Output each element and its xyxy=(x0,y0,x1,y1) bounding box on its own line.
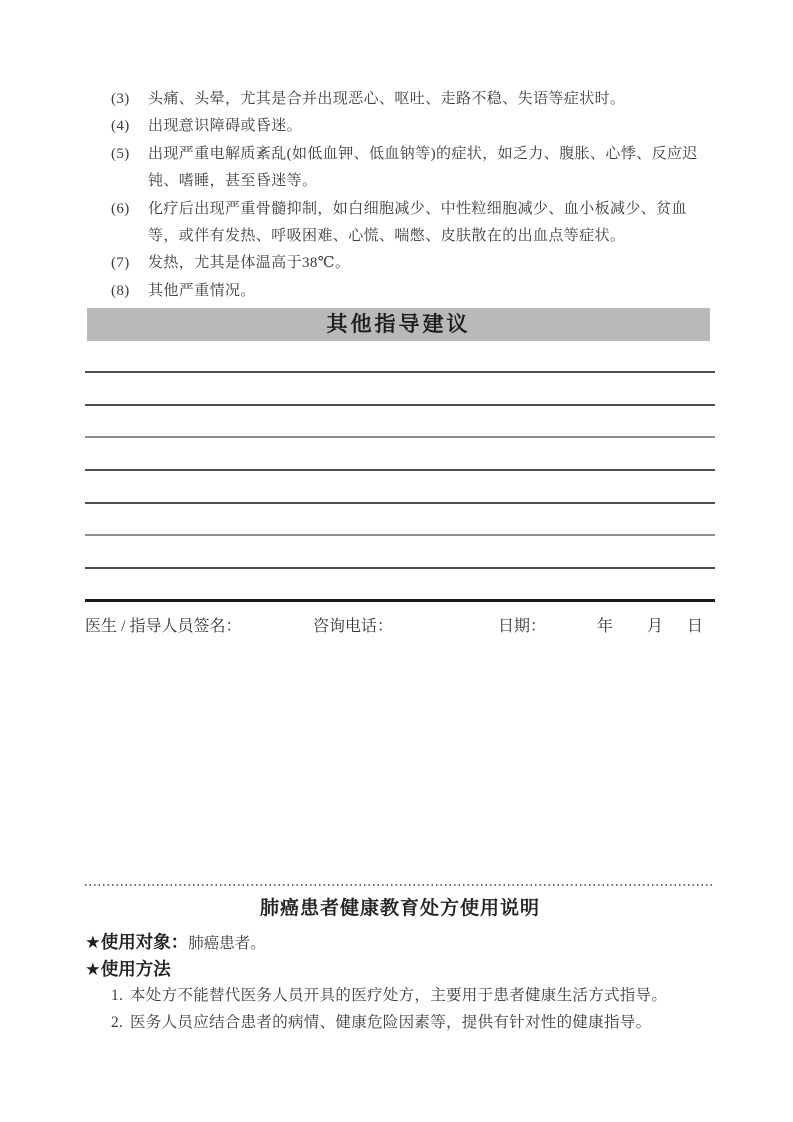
writing-line xyxy=(85,502,715,504)
star-icon: ★ xyxy=(85,932,101,952)
warning-item xyxy=(85,278,715,305)
doctor-signature-label: 医生 / 指导人员签名： xyxy=(85,618,242,635)
year-label: 年 xyxy=(597,618,614,635)
writing-line xyxy=(85,371,715,373)
writing-line xyxy=(85,567,715,569)
usage-method-list xyxy=(85,982,715,1036)
method-item-marker: 1. xyxy=(111,987,124,1004)
warning-item-text: 发热，尤其是体温高于38℃。 xyxy=(148,255,351,272)
page-content xyxy=(85,0,715,1122)
signature-separator-rule xyxy=(85,599,715,602)
writing-line xyxy=(85,534,715,536)
signature-row xyxy=(85,613,715,639)
warning-item-marker: (5) xyxy=(111,145,130,162)
section-banner xyxy=(87,308,710,341)
usage-method-label: 使用方法 xyxy=(100,959,171,979)
warning-item-marker: (3) xyxy=(111,91,130,107)
phone-label: 咨询电话： xyxy=(313,618,394,635)
writing-line xyxy=(85,469,715,471)
warning-item-marker: (7) xyxy=(111,255,130,272)
usage-section-title: 肺癌患者健康教育处方使用说明 xyxy=(259,898,540,919)
section-banner-title: 其他指导建议 xyxy=(326,313,471,336)
month-label: 月 xyxy=(647,618,664,635)
usage-target-label: 使用对象： xyxy=(100,932,189,952)
warning-item-text: 化疗后出现严重骨髓抑制，如白细胞减少、中性粒细胞减少、血小板减少、贫血等，或伴有发热、呼吸困难、心慌、喘憋、皮肤散在的出血点等症状。 xyxy=(148,200,688,245)
usage-target-line xyxy=(85,929,715,954)
method-item-text: 本处方不能替代医务人员开具的医疗处方，主要用于患者健康生活方式指导。 xyxy=(130,987,668,1004)
warning-item-text: 出现严重电解质紊乱(如低血钾、低血钠等)的症状，如乏力、腹胀、心悸、反应迟钝、嗜睡，甚至昏迷等。 xyxy=(148,145,698,190)
warning-item-text: 出现意识障碍或昏迷。 xyxy=(148,118,303,135)
warning-item xyxy=(85,250,715,277)
method-item-text: 医务人员应结合患者的病情、健康危险因素等，提供有针对性的健康指导。 xyxy=(130,1014,652,1031)
warning-item xyxy=(85,86,715,113)
warning-item xyxy=(85,113,715,140)
day-label: 日 xyxy=(687,618,704,635)
usage-target-value: 肺癌患者。 xyxy=(188,935,266,952)
warning-item-marker: (8) xyxy=(111,282,130,299)
method-item xyxy=(85,982,715,1009)
method-item xyxy=(85,1009,715,1036)
usage-method-line xyxy=(85,956,715,981)
star-icon: ★ xyxy=(85,959,101,979)
warning-item xyxy=(85,141,715,196)
warning-item-marker: (4) xyxy=(111,118,130,135)
warning-item-text: 其他严重情况。 xyxy=(148,282,256,299)
warning-list xyxy=(85,86,715,305)
date-label: 日期： xyxy=(498,618,547,635)
method-item-marker: 2. xyxy=(111,1014,124,1031)
writing-line xyxy=(85,404,715,406)
dotted-divider xyxy=(85,884,715,886)
warning-item xyxy=(85,196,715,251)
warning-item-marker: (6) xyxy=(111,200,130,217)
writing-lines xyxy=(85,371,715,600)
writing-line xyxy=(85,436,715,438)
warning-item-text: 头痛、头晕，尤其是合并出现恶心、呕吐、走路不稳、失语等症状时。 xyxy=(148,91,626,107)
